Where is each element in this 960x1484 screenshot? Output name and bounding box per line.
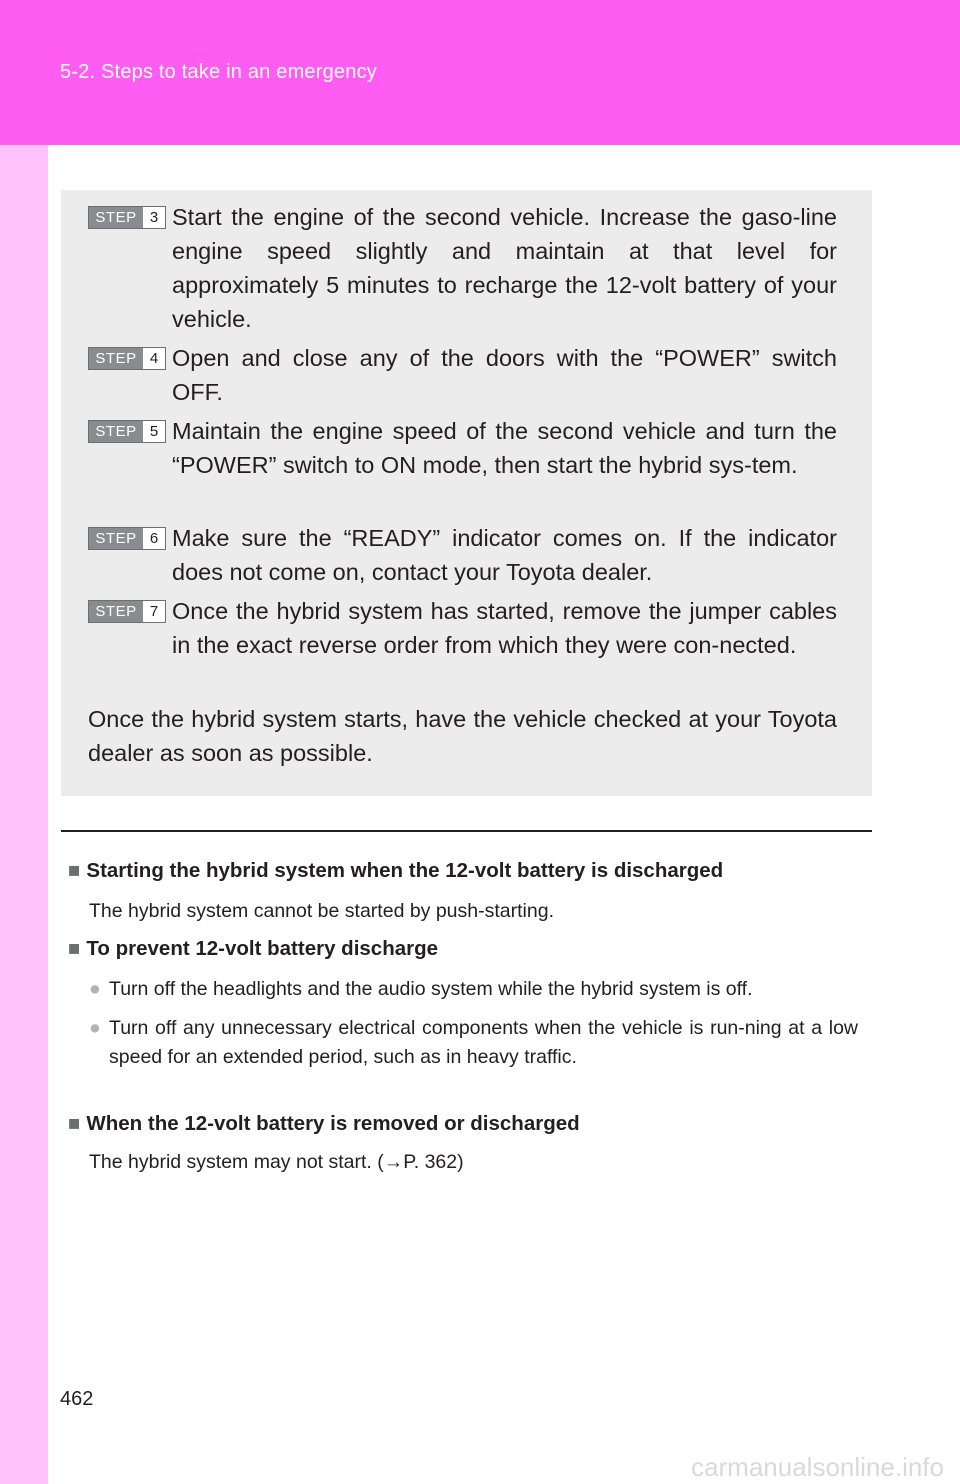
page-number: 462 xyxy=(60,1388,94,1410)
step-number: 4 xyxy=(143,348,165,369)
step-text: Open and close any of the doors with the “POWER” switch OFF. xyxy=(172,345,837,405)
info-push-starting xyxy=(68,857,858,926)
step-text: Start the engine of the second vehicle. Increase the gaso-line engine speed slightly and maintain at that level for approximately 5 minutes to recharge the 12-volt battery of your vehicle. xyxy=(172,204,837,332)
step-5 xyxy=(88,414,837,482)
info-heading-text: When the 12-volt battery is removed or discharged xyxy=(86,1112,580,1135)
step-text: Maintain the engine speed of the second vehicle and turn the “POWER” switch to ON mode, then start the hybrid sys-tem. xyxy=(172,418,837,478)
step-label: STEP xyxy=(89,421,143,442)
info-body: The hybrid system cannot be started by push-starting. xyxy=(89,900,554,922)
step-badge xyxy=(88,347,166,370)
square-bullet-icon: ■ xyxy=(68,1112,81,1135)
info-battery-removed xyxy=(68,1110,858,1177)
step-badge xyxy=(88,600,166,623)
step-label: STEP xyxy=(89,207,143,228)
step-badge xyxy=(88,420,166,443)
section-title: 5-2. Steps to take in an emergency xyxy=(60,61,377,83)
info-prevent-discharge xyxy=(68,935,858,1072)
step-number: 7 xyxy=(143,601,165,622)
list-item xyxy=(89,975,858,1004)
info-heading xyxy=(68,935,858,963)
step-4 xyxy=(88,341,837,409)
step-6 xyxy=(88,521,837,589)
bullet-text: Turn off any unnecessary electrical components when the vehicle is run-ning at a low speed for an extended period, such as in heavy traffic. xyxy=(109,1017,858,1068)
square-bullet-icon: ■ xyxy=(68,937,81,960)
steps-note: Once the hybrid system starts, have the vehicle checked at your Toyota dealer as soon as possible. xyxy=(88,706,837,766)
watermark: carmanualsonline.info xyxy=(691,1452,944,1482)
circle-bullet-icon: ● xyxy=(89,1017,101,1039)
step-7 xyxy=(88,594,837,662)
step-label: STEP xyxy=(89,601,143,622)
step-text: Make sure the “READY” indicator comes on. If the indicator does not come on, contact your Toyota dealer. xyxy=(172,525,837,585)
step-number: 6 xyxy=(143,528,165,549)
step-label: STEP xyxy=(89,528,143,549)
info-heading xyxy=(68,1110,858,1138)
circle-bullet-icon: ● xyxy=(89,978,101,1000)
side-band xyxy=(0,145,48,1484)
step-badge xyxy=(88,527,166,550)
step-number: 3 xyxy=(143,207,165,228)
info-body: The hybrid system may not start. (→P. 362) xyxy=(89,1151,464,1173)
step-badge xyxy=(88,206,166,229)
info-heading xyxy=(68,857,858,885)
info-heading-text: To prevent 12-volt battery discharge xyxy=(86,937,439,960)
square-bullet-icon: ■ xyxy=(68,859,81,882)
step-number: 5 xyxy=(143,421,165,442)
step-label: STEP xyxy=(89,348,143,369)
section-divider xyxy=(61,830,872,832)
bullet-text: Turn off the headlights and the audio system while the hybrid system is off. xyxy=(109,978,753,1000)
step-text: Once the hybrid system has started, remove the jumper cables in the exact reverse order from which they were con-nected. xyxy=(172,598,837,658)
info-heading-text: Starting the hybrid system when the 12-volt battery is discharged xyxy=(86,859,724,882)
step-3 xyxy=(88,200,837,336)
list-item xyxy=(89,1014,858,1072)
